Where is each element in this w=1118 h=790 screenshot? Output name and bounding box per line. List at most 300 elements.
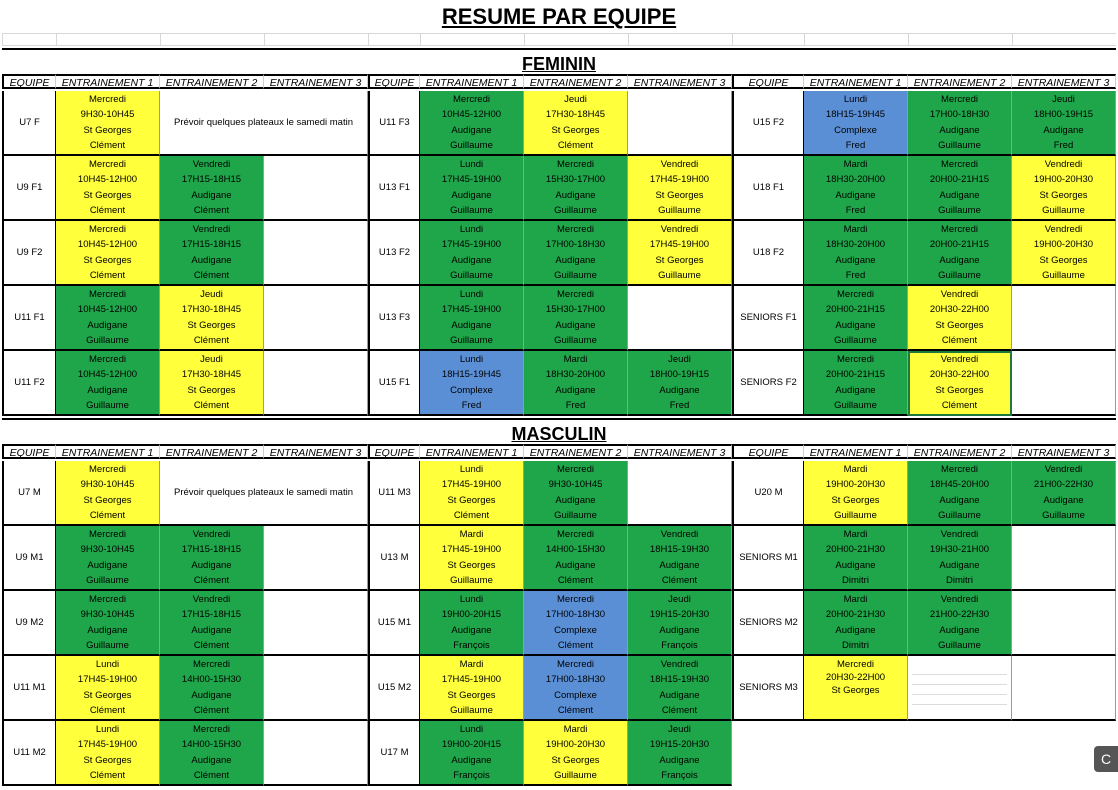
training-slot[interactable] (804, 91, 908, 156)
training-slot[interactable] (264, 526, 368, 591)
slot-coach: Clément (89, 269, 126, 281)
column-header-entrainement-2: ENTRAINEMENT 2 (160, 444, 264, 459)
training-slot[interactable] (1012, 351, 1116, 416)
slot-time: 18H00-19H15 (1033, 109, 1094, 121)
training-slot[interactable] (160, 721, 264, 786)
training-slot[interactable] (56, 91, 160, 156)
slot-day: Lundi (843, 94, 868, 106)
team-name[interactable] (368, 526, 420, 591)
slot-venue: St Georges (83, 189, 132, 201)
slot-venue: Audigane (555, 384, 596, 396)
slot-day: Vendredi (192, 594, 231, 606)
team-name[interactable] (2, 286, 56, 351)
slot-day: Vendredi (660, 659, 699, 671)
slot-time: 17H30-18H45 (181, 304, 242, 316)
team-name[interactable] (368, 91, 420, 156)
training-slot[interactable] (628, 91, 732, 156)
slot-coach: Clément (557, 574, 594, 586)
column-header-entrainement-1: ENTRAINEMENT 1 (420, 444, 524, 459)
training-slot[interactable] (1012, 461, 1116, 526)
training-slot[interactable] (1012, 91, 1116, 156)
slot-venue: Audigane (835, 624, 876, 636)
training-slot[interactable] (420, 656, 524, 721)
column-header-entrainement-3: ENTRAINEMENT 3 (628, 74, 732, 89)
slot-coach: François (661, 769, 698, 781)
team-name[interactable] (2, 91, 56, 156)
column-header-entrainement-1: ENTRAINEMENT 1 (56, 444, 160, 459)
corner-button[interactable]: C (1094, 746, 1118, 772)
training-slot[interactable] (420, 721, 524, 786)
training-slot[interactable] (628, 461, 732, 526)
training-slot[interactable] (420, 286, 524, 351)
team-name[interactable] (732, 91, 804, 156)
training-slot[interactable] (264, 221, 368, 286)
slot-day: Jeudi (564, 94, 587, 106)
slot-time: 18H45-20H00 (929, 479, 990, 491)
slot-venue: Audigane (659, 624, 700, 636)
team-name[interactable] (732, 156, 804, 221)
slot-venue: Audigane (659, 689, 700, 701)
training-slot[interactable] (524, 221, 628, 286)
slot-day: Mercredi (89, 529, 126, 541)
team-label: U9 F2 (16, 247, 43, 258)
training-slot[interactable] (56, 461, 160, 526)
training-slot[interactable] (264, 156, 368, 221)
training-slot[interactable] (160, 221, 264, 286)
training-slot[interactable] (420, 526, 524, 591)
training-slot[interactable] (804, 351, 908, 416)
slot-coach: Clément (89, 204, 126, 216)
training-slot[interactable] (264, 286, 368, 351)
slot-coach: Guillaume (450, 574, 493, 586)
slot-day: Lundi (459, 594, 484, 606)
training-slot[interactable] (264, 721, 368, 786)
slot-venue: Audigane (659, 559, 700, 571)
slot-time: 17H45-19H00 (77, 674, 138, 686)
training-slot[interactable] (804, 461, 908, 526)
training-slot[interactable] (524, 156, 628, 221)
team-label: U7 F (19, 117, 40, 128)
slot-coach: Guillaume (834, 334, 877, 346)
slot-venue: St Georges (655, 254, 704, 266)
slot-venue: St Georges (831, 494, 880, 506)
training-slot[interactable] (524, 461, 628, 526)
cell-divider (912, 694, 1007, 695)
slot-day: Mercredi (89, 594, 126, 606)
team-name[interactable] (2, 461, 56, 526)
slot-time: 17H45-19H00 (649, 239, 710, 251)
slot-time: 10H45-12H00 (77, 369, 138, 381)
team-name[interactable] (368, 656, 420, 721)
slot-coach: Guillaume (938, 139, 981, 151)
training-slot[interactable] (420, 461, 524, 526)
slot-day: Mercredi (941, 94, 978, 106)
slot-time: 9H30-10H45 (80, 544, 135, 556)
slot-coach: Guillaume (1042, 204, 1085, 216)
slot-venue: St Georges (1039, 254, 1088, 266)
slot-time: 19H00-20H30 (545, 739, 606, 751)
training-slot[interactable] (524, 656, 628, 721)
team-label: U11 M2 (13, 747, 46, 758)
slot-time: 18H30-20H00 (825, 239, 886, 251)
slot-coach: Guillaume (1042, 269, 1085, 281)
slot-venue: St Georges (83, 689, 132, 701)
team-label: U15 M2 (377, 682, 412, 693)
slot-venue: St Georges (1039, 189, 1088, 201)
column-header-entrainement-2: ENTRAINEMENT 2 (524, 444, 628, 459)
slot-day: Lundi (459, 724, 484, 736)
page-title: RESUME PAR EQUIPE (441, 4, 677, 29)
slot-time: 18H00-19H15 (649, 369, 710, 381)
training-slot[interactable] (908, 526, 1012, 591)
slot-day: Vendredi (940, 354, 979, 366)
team-name[interactable] (2, 156, 56, 221)
team-label: U15 M1 (377, 617, 412, 628)
training-slot[interactable] (524, 526, 628, 591)
training-slot[interactable] (628, 721, 732, 786)
section-title: MASCULIN (2, 418, 1116, 444)
training-slot[interactable] (804, 221, 908, 286)
column-header-entrainement-1: ENTRAINEMENT 1 (804, 74, 908, 89)
training-slot[interactable] (524, 591, 628, 656)
slot-time: 19H15-20H30 (649, 739, 710, 751)
note-text: Prévoir quelques plateaux le samedi matin (173, 487, 353, 498)
slot-coach: Fred (845, 204, 866, 216)
team-name[interactable] (2, 526, 56, 591)
training-slot[interactable] (804, 156, 908, 221)
slot-venue: Audigane (939, 254, 980, 266)
slot-day: Mercredi (837, 289, 874, 301)
note-cell[interactable] (160, 91, 368, 156)
training-slot[interactable] (908, 656, 1012, 721)
slot-coach: Guillaume (554, 509, 597, 521)
slot-venue: St Georges (83, 754, 132, 766)
training-slot[interactable] (804, 591, 908, 656)
team-name[interactable] (368, 351, 420, 416)
team-label: SENIORS F2 (740, 377, 797, 388)
training-slot[interactable] (160, 351, 264, 416)
column-header-entrainement-2: ENTRAINEMENT 2 (160, 74, 264, 89)
team-name[interactable] (368, 156, 420, 221)
slot-coach: Clément (193, 639, 230, 651)
slot-time: 17H45-19H00 (649, 174, 710, 186)
column-header-entrainement-2: ENTRAINEMENT 2 (524, 74, 628, 89)
training-slot[interactable] (524, 286, 628, 351)
training-slot[interactable] (420, 221, 524, 286)
training-slot[interactable] (56, 591, 160, 656)
training-slot[interactable] (56, 656, 160, 721)
slot-day: Mercredi (941, 224, 978, 236)
slot-day: Vendredi (660, 224, 699, 236)
training-slot[interactable] (804, 656, 908, 721)
slot-time: 19H00-20H15 (441, 739, 502, 751)
slot-day: Mercredi (89, 354, 126, 366)
cell-divider (912, 674, 1007, 675)
slot-time: 20H30-22H00 (929, 304, 990, 316)
slot-time: 17H45-19H00 (441, 174, 502, 186)
training-slot[interactable] (1012, 221, 1116, 286)
slot-venue: Audigane (451, 254, 492, 266)
slot-time: 17H45-19H00 (77, 739, 138, 751)
slot-venue: Complexe (834, 124, 877, 136)
slot-time: 20H00-21H15 (929, 239, 990, 251)
slot-day: Vendredi (1044, 159, 1083, 171)
cell-divider (912, 704, 1007, 705)
slot-day: Lundi (95, 659, 120, 671)
column-header-equipe: EQUIPE (368, 444, 420, 459)
slot-coach: Fred (565, 399, 586, 411)
training-slot[interactable] (628, 156, 732, 221)
column-header-entrainement-3: ENTRAINEMENT 3 (264, 74, 368, 89)
slot-time: 9H30-10H45 (80, 609, 135, 621)
slot-time: 20H30-22H00 (929, 369, 990, 381)
slot-time: 19H15-20H30 (649, 609, 710, 621)
slot-venue: St Georges (83, 494, 132, 506)
training-slot[interactable] (908, 156, 1012, 221)
team-name[interactable] (2, 721, 56, 786)
slot-time: 10H45-12H00 (441, 109, 502, 121)
slot-time: 17H45-19H00 (441, 674, 502, 686)
slot-time: 20H00-21H15 (825, 304, 886, 316)
training-slot[interactable] (264, 656, 368, 721)
slot-coach: Guillaume (938, 509, 981, 521)
team-label: U18 F1 (752, 182, 785, 193)
training-slot[interactable] (908, 461, 1012, 526)
slot-time: 10H45-12H00 (77, 239, 138, 251)
training-slot[interactable] (56, 221, 160, 286)
team-name[interactable] (2, 221, 56, 286)
slot-venue: St Georges (551, 754, 600, 766)
training-slot[interactable] (160, 156, 264, 221)
slot-venue: St Georges (447, 689, 496, 701)
slot-coach: Guillaume (86, 399, 129, 411)
team-name[interactable] (368, 221, 420, 286)
slot-day: Jeudi (200, 354, 223, 366)
slot-day: Lundi (459, 224, 484, 236)
team-name[interactable] (732, 461, 804, 526)
slot-time: 17H30-18H45 (181, 369, 242, 381)
team-label: U11 F1 (14, 312, 45, 323)
slot-venue: Audigane (451, 754, 492, 766)
training-slot[interactable] (1012, 156, 1116, 221)
slot-coach: Guillaume (554, 204, 597, 216)
slot-coach: François (661, 639, 698, 651)
slot-day: Mercredi (89, 289, 126, 301)
team-label: U18 F2 (752, 247, 785, 258)
training-slot[interactable] (908, 351, 1012, 416)
training-slot[interactable] (1012, 656, 1116, 721)
slot-time: 17H00-18H30 (545, 674, 606, 686)
slot-time: 19H00-20H30 (1033, 174, 1094, 186)
training-slot[interactable] (56, 156, 160, 221)
slot-venue: Complexe (554, 624, 597, 636)
slot-coach: Clément (89, 704, 126, 716)
slot-coach: Guillaume (450, 704, 493, 716)
team-label: SENIORS F1 (740, 312, 797, 323)
training-slot[interactable] (524, 351, 628, 416)
team-name[interactable] (368, 461, 420, 526)
team-name[interactable] (732, 286, 804, 351)
slot-coach: Guillaume (86, 574, 129, 586)
slot-coach: Clément (89, 139, 126, 151)
note-cell[interactable] (160, 461, 368, 526)
slot-time: 9H30-10H45 (80, 479, 135, 491)
slot-day: Mercredi (557, 659, 594, 671)
team-label: U20 M (754, 487, 783, 498)
training-slot[interactable] (1012, 526, 1116, 591)
slot-venue: St Georges (187, 319, 236, 331)
training-slot[interactable] (56, 351, 160, 416)
slot-day: Jeudi (668, 724, 691, 736)
team-name[interactable] (2, 591, 56, 656)
slot-day: Lundi (459, 289, 484, 301)
slot-venue: Audigane (191, 689, 232, 701)
slot-coach: François (453, 639, 490, 651)
training-slot[interactable] (420, 351, 524, 416)
team-name[interactable] (368, 721, 420, 786)
slot-coach: Guillaume (938, 204, 981, 216)
slot-venue: Audigane (939, 494, 980, 506)
training-slot[interactable] (264, 351, 368, 416)
team-name[interactable] (2, 351, 56, 416)
slot-time: 17H30-18H45 (545, 109, 606, 121)
slot-venue: Audigane (835, 559, 876, 571)
team-label: U15 F2 (752, 117, 785, 128)
slot-coach: Guillaume (554, 769, 597, 781)
training-slot[interactable] (908, 91, 1012, 156)
slot-time: 17H15-18H15 (181, 609, 242, 621)
training-slot[interactable] (420, 591, 524, 656)
slot-time: 14H00-15H30 (545, 544, 606, 556)
slot-time: 15H30-17H00 (545, 174, 606, 186)
slot-time: 20H00-21H30 (825, 609, 886, 621)
training-slot[interactable] (160, 526, 264, 591)
training-slot[interactable] (56, 526, 160, 591)
team-name[interactable] (368, 591, 420, 656)
team-label: U13 F3 (378, 312, 411, 323)
training-slot[interactable] (1012, 591, 1116, 656)
slot-day: Vendredi (192, 224, 231, 236)
slot-coach: Fred (1053, 139, 1074, 151)
slot-venue: Audigane (87, 319, 128, 331)
slot-time: 20H00-21H15 (825, 369, 886, 381)
slot-coach: Guillaume (658, 269, 701, 281)
training-slot[interactable] (804, 286, 908, 351)
slot-coach: Guillaume (554, 334, 597, 346)
cell-divider (912, 684, 1007, 685)
slot-coach: Clément (557, 639, 594, 651)
team-name[interactable] (732, 591, 804, 656)
column-header-entrainement-1: ENTRAINEMENT 1 (804, 444, 908, 459)
slot-day: Mercredi (557, 529, 594, 541)
team-label: U11 F3 (379, 117, 410, 128)
team-label: U9 M2 (15, 617, 44, 628)
training-slot[interactable] (1012, 286, 1116, 351)
slot-day: Mardi (843, 464, 868, 476)
team-name[interactable] (2, 656, 56, 721)
slot-coach: Fred (461, 399, 482, 411)
slot-time: 17H00-18H30 (929, 109, 990, 121)
training-slot[interactable] (420, 156, 524, 221)
team-name[interactable] (732, 526, 804, 591)
training-slot[interactable] (56, 721, 160, 786)
team-name[interactable] (732, 351, 804, 416)
training-slot[interactable] (908, 221, 1012, 286)
team-name[interactable] (732, 656, 804, 721)
slot-coach: Dimitri (842, 574, 869, 586)
training-slot[interactable] (524, 721, 628, 786)
slot-coach: Fred (669, 399, 690, 411)
team-label: U15 F1 (378, 377, 411, 388)
slot-time: 17H00-18H30 (545, 239, 606, 251)
slot-day: Vendredi (940, 594, 979, 606)
slot-time: 14H00-15H30 (181, 739, 242, 751)
slot-day: Lundi (459, 354, 484, 366)
training-slot[interactable] (160, 286, 264, 351)
training-slot[interactable] (160, 591, 264, 656)
slot-coach: Guillaume (450, 269, 493, 281)
training-slot[interactable] (420, 91, 524, 156)
team-name[interactable] (368, 286, 420, 351)
slot-coach: Clément (941, 334, 978, 346)
slot-time: 18H15-19H45 (441, 369, 502, 381)
slot-venue: Audigane (555, 319, 596, 331)
slot-venue: Audigane (835, 384, 876, 396)
team-label: U11 M1 (13, 682, 46, 693)
slot-venue: St Georges (831, 685, 880, 696)
slot-coach: Dimitri (842, 639, 869, 651)
training-slot[interactable] (160, 656, 264, 721)
slot-day: Mardi (459, 659, 484, 671)
slot-coach: Guillaume (938, 639, 981, 651)
slot-venue: Audigane (555, 189, 596, 201)
slot-day: Vendredi (940, 529, 979, 541)
column-header-equipe: EQUIPE (368, 74, 420, 89)
column-header-equipe: EQUIPE (2, 444, 56, 459)
team-name[interactable] (732, 221, 804, 286)
slot-venue: Audigane (555, 559, 596, 571)
slot-venue: Audigane (555, 494, 596, 506)
slot-time: 17H45-19H00 (441, 239, 502, 251)
training-slot[interactable] (804, 526, 908, 591)
training-slot[interactable] (628, 526, 732, 591)
training-slot[interactable] (908, 591, 1012, 656)
slot-day: Mercredi (89, 464, 126, 476)
slot-coach: Guillaume (834, 399, 877, 411)
slot-day: Mardi (563, 354, 588, 366)
slot-day: Mercredi (193, 659, 230, 671)
training-slot[interactable] (628, 591, 732, 656)
slot-time: 19H30-21H00 (929, 544, 990, 556)
training-slot[interactable] (628, 656, 732, 721)
training-slot[interactable] (524, 91, 628, 156)
slot-coach: Guillaume (450, 139, 493, 151)
slot-day: Lundi (459, 464, 484, 476)
training-slot[interactable] (628, 286, 732, 351)
slot-day: Mardi (843, 159, 868, 171)
slot-time: 18H15-19H30 (649, 674, 710, 686)
slot-venue: Audigane (835, 189, 876, 201)
training-slot[interactable] (264, 591, 368, 656)
slot-time: 9H30-10H45 (80, 109, 135, 121)
slot-venue: St Georges (935, 319, 984, 331)
training-slot[interactable] (56, 286, 160, 351)
training-slot[interactable] (628, 351, 732, 416)
team-label: U11 M3 (378, 487, 411, 498)
training-slot[interactable] (628, 221, 732, 286)
training-slot[interactable] (908, 286, 1012, 351)
slot-time: 10H45-12H00 (77, 304, 138, 316)
